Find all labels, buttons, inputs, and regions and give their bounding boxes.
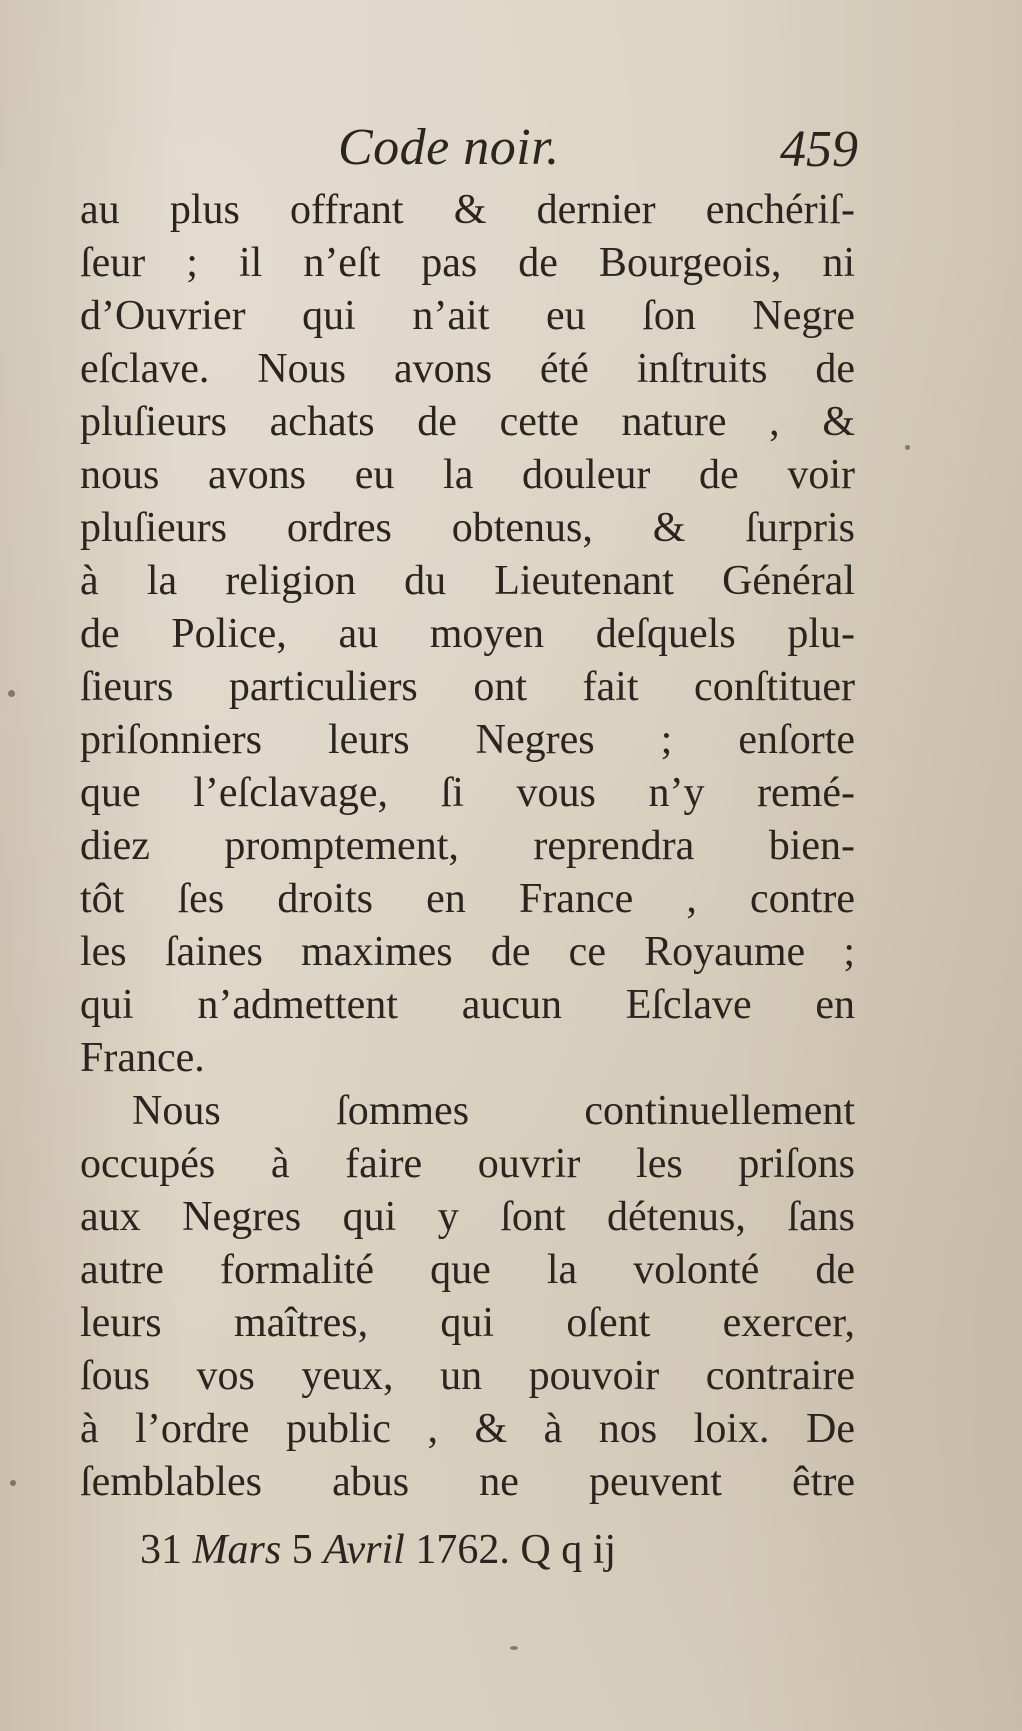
text-line: pluſieurs achats de cette nature , & <box>80 399 855 445</box>
footer-month: Avril <box>323 1527 405 1573</box>
page-header <box>338 118 858 188</box>
text-line: ſous vos yeux, un pouvoir contraire <box>80 1353 855 1399</box>
text-line: pluſieurs ordres obtenus, & ſurpris <box>80 505 855 551</box>
ink-spot <box>510 1646 518 1650</box>
text-line: Nous ſommes continuellement <box>132 1088 855 1134</box>
text-line: à la religion du Lieutenant Général <box>80 558 855 604</box>
text-line: d’Ouvrier qui n’ait eu ſon Negre <box>80 293 855 339</box>
text-line: de Police, au moyen deſquels plu- <box>80 611 855 657</box>
text-line: qui n’admettent aucun Eſclave en <box>80 982 855 1028</box>
text-line: occupés à faire ouvrir les priſons <box>80 1141 855 1187</box>
running-title: Code noir. <box>338 119 560 176</box>
body-text <box>80 184 855 1509</box>
text-line: nous avons eu la douleur de voir <box>80 452 855 498</box>
footer-year: 1762. <box>415 1527 510 1573</box>
text-line: leurs maîtres, qui oſent exercer, <box>80 1300 855 1346</box>
text-line: aux Negres qui y ſont détenus, ſans <box>80 1194 855 1240</box>
ink-spot <box>905 445 910 450</box>
text-line: que l’eſclavage, ſi vous n’y remé- <box>80 770 855 816</box>
text-line: France. <box>80 1035 205 1081</box>
text-line: tôt ſes droits en France , contre <box>80 876 855 922</box>
footer-day: 31 <box>140 1527 182 1573</box>
text-line: ſemblables abus ne peuvent être <box>80 1459 855 1505</box>
text-line: au plus offrant & dernier enchériſ- <box>80 187 855 233</box>
text-line: les ſaines maximes de ce Royaume ; <box>80 929 855 975</box>
footer-day: 5 <box>291 1527 313 1573</box>
page-footer <box>140 1520 810 1580</box>
ink-spot <box>8 690 15 697</box>
text-line: eſclave. Nous avons été inſtruits de <box>80 346 855 392</box>
text-line: autre formalité que la volonté de <box>80 1247 855 1293</box>
footer-month: Mars <box>192 1527 282 1573</box>
text-line: ſeur ; il n’eſt pas de Bourgeois, ni <box>80 240 855 286</box>
text-line: priſonniers leurs Negres ; enſorte <box>80 717 855 763</box>
text-line: ſieurs particuliers ont fait conſtituer <box>80 664 855 710</box>
signature-mark: Q q ij <box>520 1527 617 1573</box>
ink-spot <box>10 1480 16 1486</box>
text-line: à l’ordre public , & à nos loix. De <box>80 1406 855 1452</box>
text-line: diez promptement, reprendra bien- <box>80 823 855 869</box>
page-number: 459 <box>780 121 858 178</box>
